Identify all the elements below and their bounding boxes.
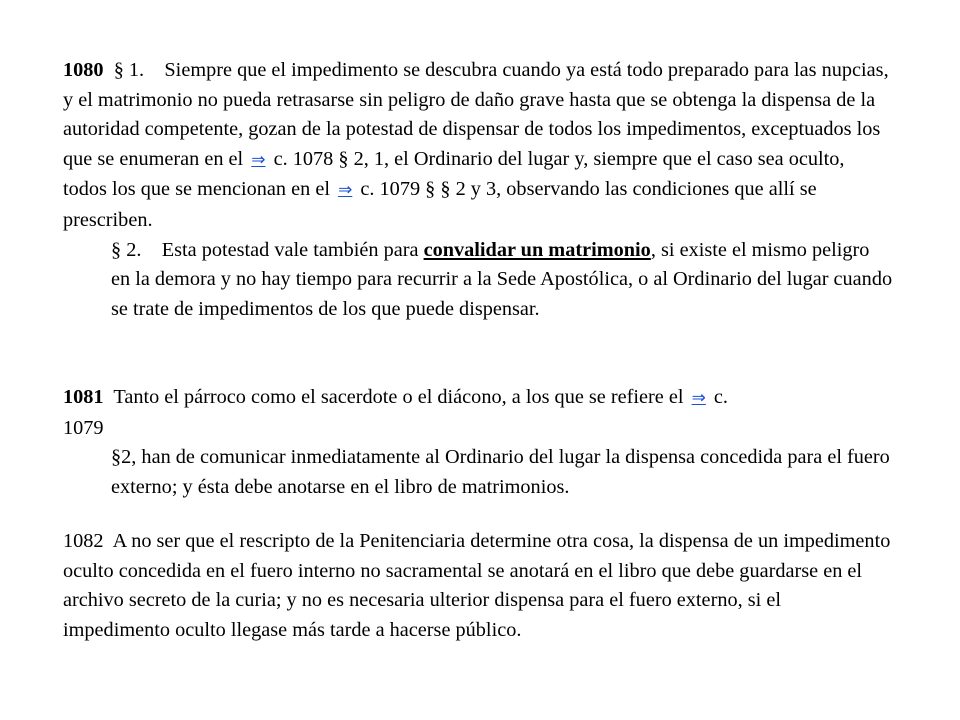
cross-reference-arrow-icon[interactable]: ⇒ bbox=[251, 149, 266, 170]
canon-text: c. 1078 § 2, 1, el Ordinario del lugar y, siempre que el caso sea oculto, todos los que se mencionan en el bbox=[63, 147, 845, 201]
cross-reference-arrow-icon[interactable]: ⇒ bbox=[691, 388, 706, 408]
canon-1081-line-1 bbox=[63, 383, 893, 414]
canon-text: c. 1079 § § 2 y 3, observando las condiciones que allí se prescriben. bbox=[63, 178, 817, 231]
section-mark: § 1. bbox=[113, 59, 145, 81]
canon-number: 1080 bbox=[63, 59, 104, 81]
canon-text: Esta potestad vale también para bbox=[161, 238, 419, 261]
canon-text: Tanto el párroco como el sacerdote o el diácono, a los que se refiere el bbox=[113, 386, 684, 408]
canon-number: 1082 bbox=[63, 530, 104, 552]
canon-1082-paragraph bbox=[63, 527, 893, 645]
canon-1081-paragraph-2 bbox=[63, 443, 893, 502]
section-mark: § 2. bbox=[111, 238, 142, 261]
canon-1081 bbox=[63, 383, 893, 502]
canon-text: §2, han de comunicar inmediatamente al Ordinario del lugar la dispensa concedida para el fuero externo; y ésta debe anotarse en el libro de matrimonios. bbox=[111, 446, 890, 498]
canon-1080-paragraph-1 bbox=[63, 56, 893, 236]
canon-text: 1079 bbox=[63, 416, 104, 439]
canon-text: A no ser que el rescripto de la Penitenciaria determine otra cosa, la dispensa de un impedimento oculto concedida en el fuero interno no sacramental se anotará en el libro que debe guardarse en el archivo secreto de la curia; y no es necesaria ulterior dispensa para el fuero externo, si el impedimento oculto llegase más tarde a hacerse público. bbox=[63, 530, 891, 641]
canon-text: , si existe el mismo peligro en la demora y no hay tiempo para recurrir a la Sede Apostólica, o al Ordinario del lugar cuando se trate de impedimentos de los que puede dispensar. bbox=[111, 238, 893, 320]
cross-reference-arrow-icon[interactable]: ⇒ bbox=[338, 180, 353, 201]
canon-text: c. bbox=[713, 386, 728, 408]
canon-1082 bbox=[63, 527, 893, 645]
convalidar-matrimonio-link[interactable]: convalidar un matrimonio bbox=[423, 238, 651, 261]
canon-1081-line-2 bbox=[63, 414, 893, 444]
canon-text: Siempre que el impedimento se descubra cuando ya está todo preparado para las nupcias, y el matrimonio no pueda retrasarse sin peligro de daño grave hasta que se obtenga la dispensa de la autoridad competente, gozan de la potestad de dispensar de todos los impedimentos, exceptuados los que se enumeran en el bbox=[63, 59, 889, 170]
canon-1080 bbox=[63, 56, 893, 324]
canon-1080-paragraph-2 bbox=[63, 236, 893, 325]
canon-number: 1081 bbox=[63, 386, 104, 408]
